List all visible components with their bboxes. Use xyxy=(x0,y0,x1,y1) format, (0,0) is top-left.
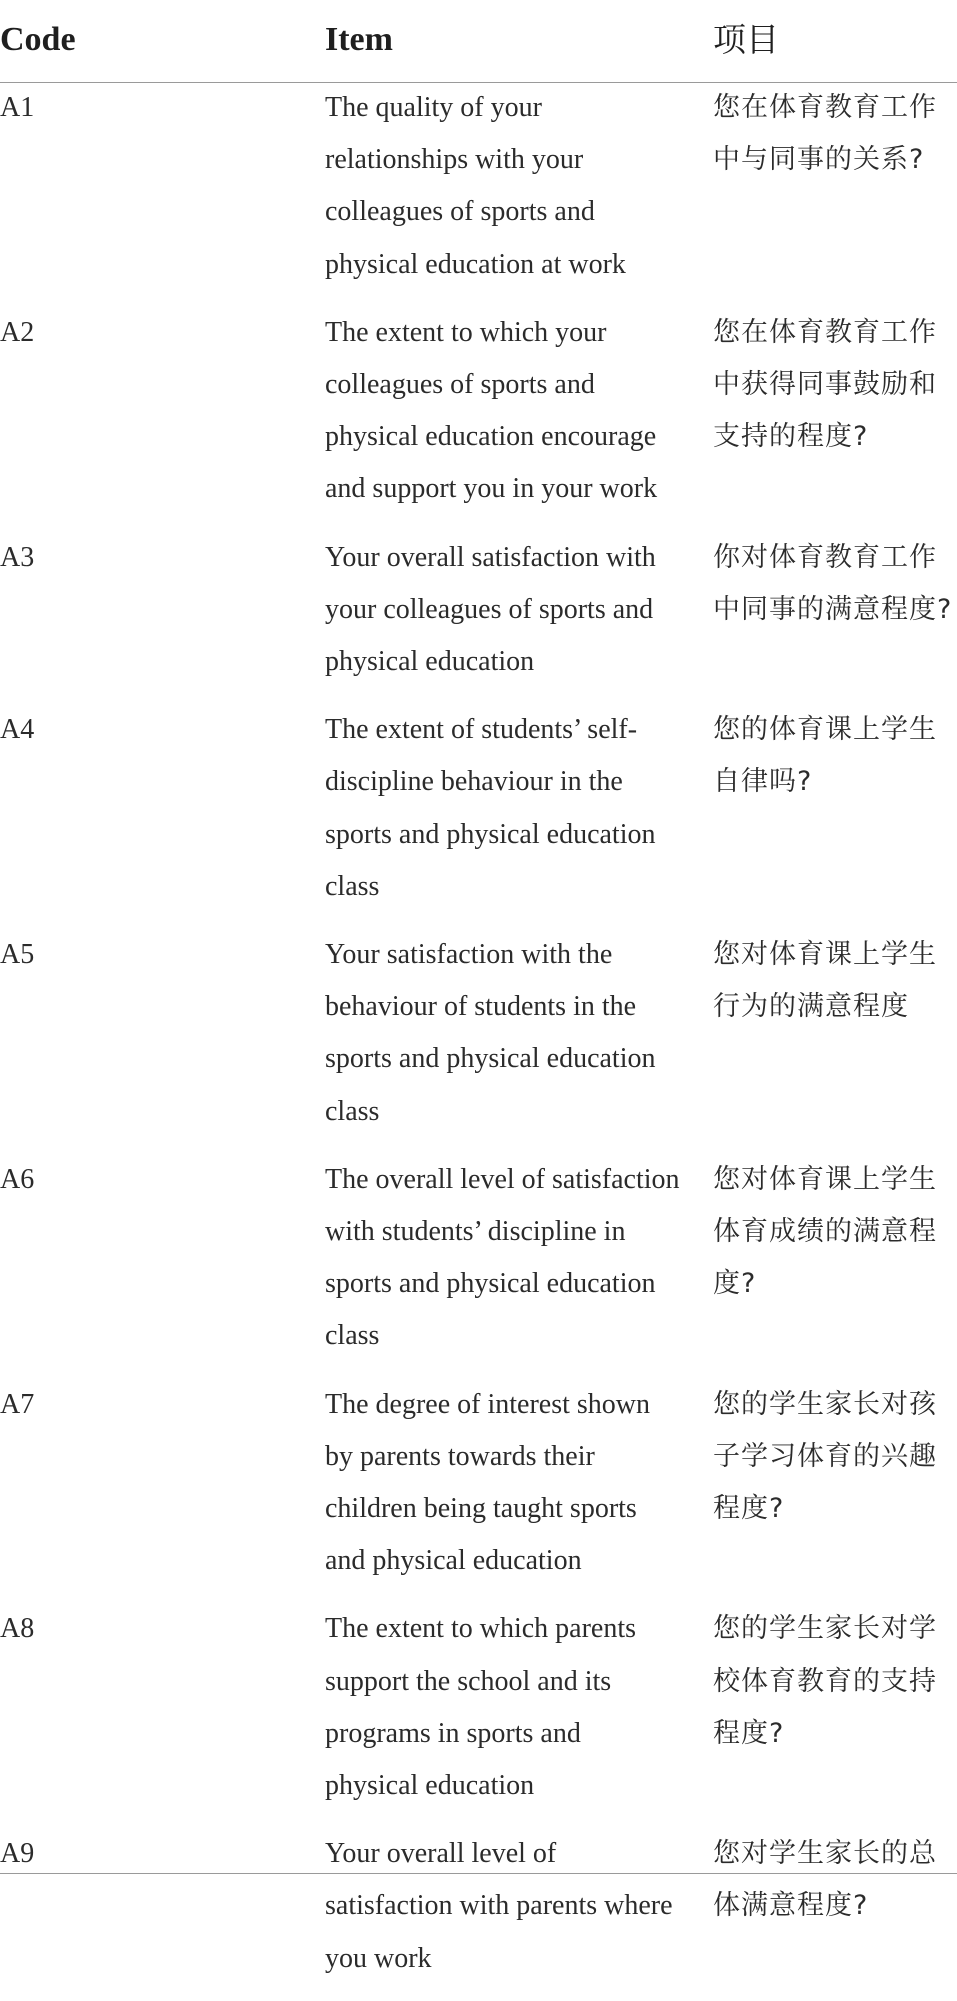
chinese-line: 子学习体育的兴趣 xyxy=(713,1440,937,1472)
chinese-line: 中同事的满意程度? xyxy=(713,593,953,625)
row-item-chinese xyxy=(713,1379,957,1536)
row-item-chinese xyxy=(713,532,957,636)
item-line: sports and physical education xyxy=(325,818,656,850)
chinese-line: 度? xyxy=(713,1268,757,1300)
item-line: physical education encourage xyxy=(325,421,657,453)
item-line: The extent to which parents xyxy=(325,1613,637,1645)
table-row xyxy=(0,1603,957,1828)
item-line: satisfaction with parents where xyxy=(325,1890,673,1922)
table-row xyxy=(0,704,957,929)
item-line: and physical education xyxy=(325,1545,582,1577)
chinese-line: 程度? xyxy=(713,1493,785,1524)
row-item-text xyxy=(325,704,695,913)
row-item-text xyxy=(325,1828,695,1985)
table-bottom-rule xyxy=(0,1873,957,1874)
chinese-line: 您的学生家长对孩 xyxy=(713,1388,937,1420)
chinese-line: 您对体育课上学生 xyxy=(713,1163,937,1195)
chinese-line: 校体育教育的支持 xyxy=(713,1665,937,1697)
item-line: physical education xyxy=(325,646,535,677)
table-header xyxy=(0,0,957,83)
row-item-chinese xyxy=(713,1154,957,1311)
table-row xyxy=(0,1828,957,2001)
row-code: A1 xyxy=(0,92,35,123)
table-row xyxy=(0,1154,957,1379)
chinese-line: 行为的满意程度 xyxy=(713,991,909,1023)
item-line: with students’ discipline in xyxy=(325,1216,626,1247)
item-line: class xyxy=(325,870,380,902)
row-item-chinese xyxy=(713,1603,957,1760)
table-row xyxy=(0,82,957,307)
item-line: discipline behaviour in the xyxy=(325,766,623,798)
row-item-chinese xyxy=(713,704,957,808)
chinese-line: 支持的程度? xyxy=(713,421,869,453)
row-item-text xyxy=(325,929,695,1138)
chinese-line: 您的学生家长对学 xyxy=(713,1613,937,1645)
table-row xyxy=(0,1379,957,1604)
chinese-line: 你对体育教育工作 xyxy=(713,541,937,573)
item-line: support the school and its xyxy=(325,1665,612,1697)
item-line: your colleagues of sports and xyxy=(325,593,654,625)
row-item-text xyxy=(325,1603,695,1812)
item-line: physical education at work xyxy=(325,248,626,280)
chinese-line: 中与同事的关系? xyxy=(713,144,925,176)
row-item-chinese xyxy=(713,1828,957,1932)
item-line: The overall level of satisfaction xyxy=(325,1163,680,1195)
chinese-line: 程度? xyxy=(713,1717,785,1749)
item-line: children being taught sports xyxy=(325,1493,637,1524)
row-code: A9 xyxy=(0,1838,35,1870)
row-code: A3 xyxy=(0,541,35,573)
row-code: A4 xyxy=(0,714,35,746)
item-line: colleagues of sports and xyxy=(325,369,595,400)
row-code: A2 xyxy=(0,316,35,348)
chinese-line: 自律吗? xyxy=(713,766,813,798)
item-line: The quality of your xyxy=(325,92,542,123)
item-line: physical education xyxy=(325,1770,535,1801)
item-line: class xyxy=(325,1320,380,1352)
row-item-text xyxy=(325,1154,695,1363)
item-line: colleagues of sports and xyxy=(325,196,595,228)
item-line: Your satisfaction with the xyxy=(325,939,613,970)
chinese-line: 您对体育课上学生 xyxy=(713,939,937,970)
item-line: The extent to which your xyxy=(325,316,607,348)
chinese-line: 体育成绩的满意程 xyxy=(713,1216,937,1247)
chinese-line: 您在体育教育工作 xyxy=(713,316,937,348)
row-item-chinese xyxy=(713,929,957,1033)
item-line: Your overall level of xyxy=(325,1838,557,1870)
item-line: relationships with your xyxy=(325,144,584,176)
item-line: The degree of interest shown xyxy=(325,1388,650,1420)
chinese-line: 中获得同事鼓励和 xyxy=(713,369,937,400)
row-item-text xyxy=(325,532,695,689)
item-line: programs in sports and xyxy=(325,1717,581,1749)
item-line: The extent of students’ self- xyxy=(325,714,638,746)
chinese-line: 您的体育课上学生 xyxy=(713,714,937,746)
row-code: A8 xyxy=(0,1613,35,1645)
row-item-text xyxy=(325,82,695,291)
row-item-chinese xyxy=(713,82,957,186)
item-line: Your overall satisfaction with xyxy=(325,541,656,573)
row-code: A5 xyxy=(0,939,35,970)
table-row xyxy=(0,929,957,1154)
item-line: class xyxy=(325,1095,380,1127)
row-item-chinese xyxy=(713,307,957,464)
row-code: A7 xyxy=(0,1388,35,1420)
header-item-chinese: 项目 xyxy=(713,20,779,59)
row-item-text xyxy=(325,1379,695,1588)
table-row xyxy=(0,307,957,532)
header-code: Code xyxy=(0,21,76,58)
item-line: sports and physical education xyxy=(325,1268,656,1300)
item-line: behaviour of students in the xyxy=(325,991,637,1023)
chinese-line: 您在体育教育工作 xyxy=(713,92,937,123)
chinese-line: 您对学生家长的总 xyxy=(713,1838,937,1870)
header-item: Item xyxy=(325,21,393,58)
item-line: by parents towards their xyxy=(325,1440,595,1472)
item-line: you work xyxy=(325,1942,432,1974)
chinese-line: 体满意程度? xyxy=(713,1890,869,1922)
item-line: sports and physical education xyxy=(325,1043,656,1075)
row-item-text xyxy=(325,307,695,516)
item-line: and support you in your work xyxy=(325,473,658,505)
row-code: A6 xyxy=(0,1163,35,1195)
table-row xyxy=(0,532,957,705)
